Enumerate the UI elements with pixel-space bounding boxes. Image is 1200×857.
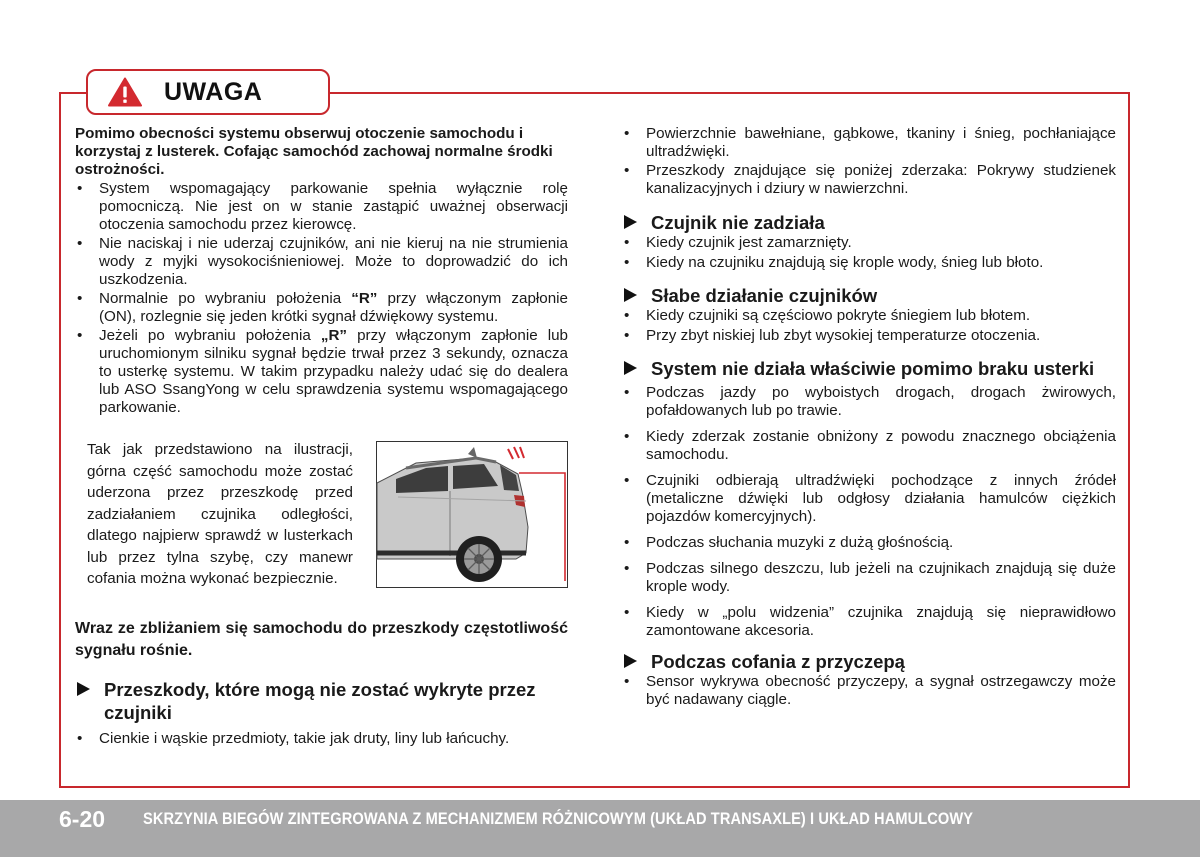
figure-row <box>75 439 568 590</box>
trailer-list <box>622 673 1116 709</box>
not-working-list <box>622 234 1116 272</box>
chapter-title: SKRZYNIA BIEGÓW ZINTEGROWANA Z MECHANIZMEM RÓŻNICOWYM (UKŁAD TRANSAXLE) I UKŁAD HAMULCOWY <box>143 809 974 828</box>
figure-caption: Tak jak przedstawiono na ilustracji, górna część samochodu może zostać uderzona przez przeszkodę przed zadziałaniem czujnika odległości, dlatego najpierw sprawdź w lusterkach lub przez tylna szybę, czy manewr cofania można wykonać bezpiecznie. <box>87 441 353 587</box>
list-item: • Jeżeli po wybraniu położenia „R” przy włączonym zapłonie lub uruchomionym silniku sygnał będzie trwał przez 3 sekundy, oznacza to usterkę systemu. W takim przypadku należy udać się do dealera lub ASO SsangYong w celu sprawdzenia systemu wspomagającego parkowanie. <box>75 327 568 417</box>
arrow-right-icon <box>624 361 637 375</box>
list-item: • System wspomagający parkowanie spełnia wyłącznie rolę pomocniczą. Nie jest on w stanie zastąpić uważnej obserwacji otoczenia samochodu przez kierowcę. <box>75 180 568 234</box>
section-heading: Czujnik nie zadziała <box>622 211 1116 234</box>
list-item: • Przeszkody znajdujące się poniżej zderzaka: Pokrywy studzienek kanalizacyjnych i dziury w nawierzchni. <box>622 162 1116 198</box>
list-item: • Kiedy na czujniku znajdują się krople wody, śnieg lub błoto. <box>622 254 1116 272</box>
section-heading: Podczas cofania z przyczepą <box>622 650 1116 673</box>
list-item: • Podczas silnego deszczu, lub jeżeli na czujnikach znajdują się duże krople wody. <box>622 560 1116 596</box>
list-item: • Sensor wykrywa obecność przyczepy, a sygnał ostrzegawczy może być nadawany ciągle. <box>622 673 1116 709</box>
section-heading: System nie działa właściwie pomimo braku usterki <box>622 357 1116 380</box>
list-item: • Podczas jazdy po wyboistych drogach, drogach żwirowych, pofałdowanych lub po trawie. <box>622 384 1116 420</box>
warning-badge <box>86 69 330 115</box>
section-heading: Przeszkody, które mogą nie zostać wykryte przez czujniki <box>75 678 568 724</box>
warning-triangle-icon <box>108 77 142 107</box>
arrow-right-icon <box>624 215 637 229</box>
list-item: • Kiedy czujniki są częściowo pokryte śniegiem lub błotem. <box>622 307 1116 325</box>
section-heading: Słabe działanie czujników <box>622 284 1116 307</box>
car-rear-illustration <box>376 441 568 588</box>
weak-performance-list <box>622 307 1116 345</box>
list-item: • Podczas słuchania muzyki z dużą głośnością. <box>622 534 1116 552</box>
malfunction-list <box>622 384 1116 640</box>
list-item: • Normalnie po wybraniu położenia “R” przy włączonym zapłonie (ON), rozlegnie się jeden krótki sygnał dźwiękowy systemu. <box>75 290 568 326</box>
warning-bullet-list <box>75 180 568 417</box>
arrow-right-icon <box>624 654 637 668</box>
undetected-list <box>75 730 568 748</box>
list-item: • Cienkie i wąskie przedmioty, takie jak druty, liny lub łańcuchy. <box>75 730 568 748</box>
frequency-note: Wraz ze zbliżaniem się samochodu do przeszkody częstotliwość sygnału rośnie. <box>75 619 568 659</box>
list-item: • Kiedy czujnik jest zamarznięty. <box>622 234 1116 252</box>
list-item: • Nie naciskaj i nie uderzaj czujników, ani nie kieruj na nie strumienia wody z myjki wysokociśnieniowej. Może to doprowadzić do ich uszkodzenia. <box>75 235 568 289</box>
absorbing-list <box>622 125 1116 198</box>
page-number: 6-20 <box>59 806 106 832</box>
warning-title: UWAGA <box>164 77 263 106</box>
list-item: • Czujniki odbierają ultradźwięki pochodzące z innych źródeł (metaliczne dźwięki lub odgłosy działania hamulców ciężkich pojazdów komercyjnych). <box>622 472 1116 526</box>
list-item: • Kiedy w „polu widzenia” czujnika znajdują się nieprawidłowo zamontowane akcesoria. <box>622 604 1116 640</box>
list-item: • Powierzchnie bawełniane, gąbkowe, tkaniny i śnieg, pochłaniające ultradźwięki. <box>622 125 1116 161</box>
intro-text: Pomimo obecności systemu obserwuj otoczenie samochodu i korzystaj z lusterek. Cofając samochód zachowaj normalne środki ostrożności. <box>75 125 553 178</box>
list-item: • Kiedy zderzak zostanie obniżony z powodu znacznego obciążenia samochodu. <box>622 428 1116 464</box>
arrow-right-icon <box>77 682 90 696</box>
right-column <box>622 125 1116 709</box>
left-column <box>75 125 568 748</box>
list-item: • Przy zbyt niskiej lub zbyt wysokiej temperaturze otoczenia. <box>622 327 1116 345</box>
arrow-right-icon <box>624 288 637 302</box>
